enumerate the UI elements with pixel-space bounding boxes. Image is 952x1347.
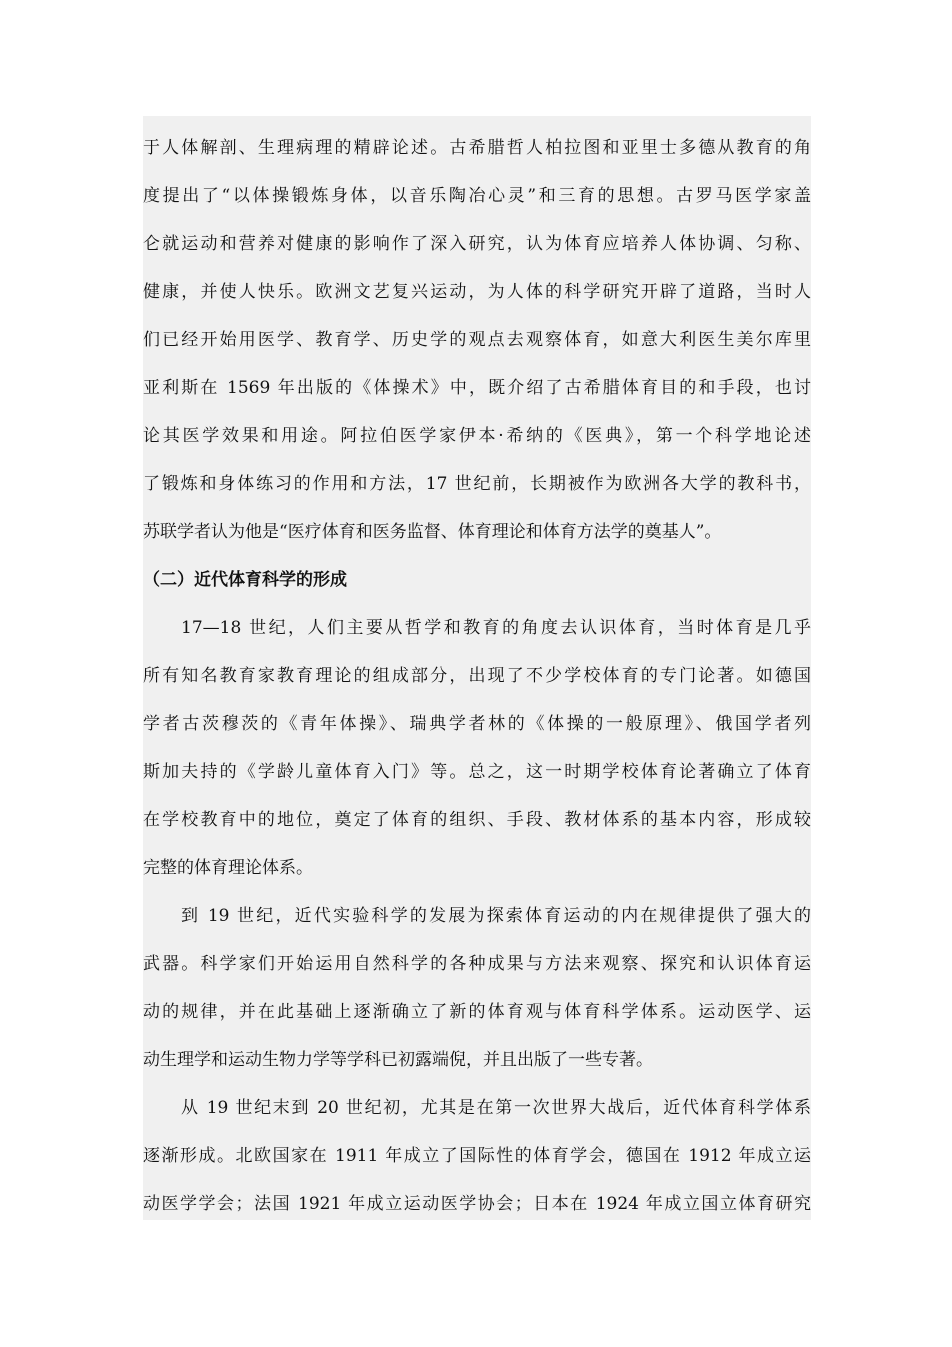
paragraph-line: 动生理学和运动生物力学等学科已初露端倪，并且出版了一些专著。 [143,1050,653,1070]
paragraph-line: 武器。科学家们开始运用自然科学的各种成果与方法来观察、探究和认识体育运 [143,954,811,974]
paragraph-line: 仑就运动和营养对健康的影响作了深入研究，认为体育应培养人体协调、匀称、 [143,234,811,254]
paragraph-line: 论其医学效果和用途。阿拉伯医学家伊本·希纳的《医典》，第一个科学地论述 [143,426,811,446]
paragraph-line: 学者古茨穆茨的《青年体操》、瑞典学者林的《体操的一般原理》、俄国学者列 [143,714,811,734]
paragraph-line: 了锻炼和身体练习的作用和方法，17 世纪前，长期被作为欧洲各大学的教科书， [143,474,811,494]
paragraph-line: 健康，并使人快乐。欧洲文艺复兴运动，为人体的科学研究开辟了道路，当时人 [143,282,811,302]
paragraph-line: 度提出了“以体操锻炼身体，以音乐陶冶心灵”和三育的思想。古罗马医学家盖 [143,186,811,206]
paragraph-line: 从 19 世纪末到 20 世纪初，尤其是在第一次世界大战后，近代体育科学体系 [181,1098,811,1118]
document-text-block [143,116,811,1220]
paragraph-line: 们已经开始用医学、教育学、历史学的观点去观察体育，如意大利医生美尔库里 [143,330,811,350]
paragraph-line: 动的规律，并在此基础上逐渐确立了新的体育观与体育科学体系。运动医学、运 [143,1002,811,1022]
paragraph-line: 所有知名教育家教育理论的组成部分，出现了不少学校体育的专门论著。如德国 [143,666,811,686]
paragraph-line: 在学校教育中的地位，奠定了体育的组织、手段、教材体系的基本内容，形成较 [143,810,811,830]
paragraph-line: 苏联学者认为他是“医疗体育和医务监督、体育理论和体育方法学的奠基人”。 [143,522,722,542]
paragraph-line: 斯加夫持的《学龄儿童体育入门》等。总之，这一时期学校体育论著确立了体育 [143,762,811,782]
paragraph-line: 完整的体育理论体系。 [143,858,313,878]
paragraph-line: 动医学学会；法国 1921 年成立运动医学协会；日本在 1924 年成立国立体育研究 [143,1194,811,1214]
paragraph-line: 17—18 世纪，人们主要从哲学和教育的角度去认识体育，当时体育是几乎 [181,618,811,638]
paragraph-line: 逐渐形成。北欧国家在 1911 年成立了国际性的体育学会，德国在 1912 年成立运 [143,1146,811,1166]
paragraph-line: 于人体解剖、生理病理的精辟论述。古希腊哲人柏拉图和亚里士多德从教育的角 [143,138,811,158]
paragraph-line: 亚利斯在 1569 年出版的《体操术》中，既介绍了古希腊体育目的和手段，也讨 [143,378,811,398]
section-heading: （二）近代体育科学的形成 [143,570,347,590]
paragraph-line: 到 19 世纪，近代实验科学的发展为探索体育运动的内在规律提供了强大的 [181,906,811,926]
